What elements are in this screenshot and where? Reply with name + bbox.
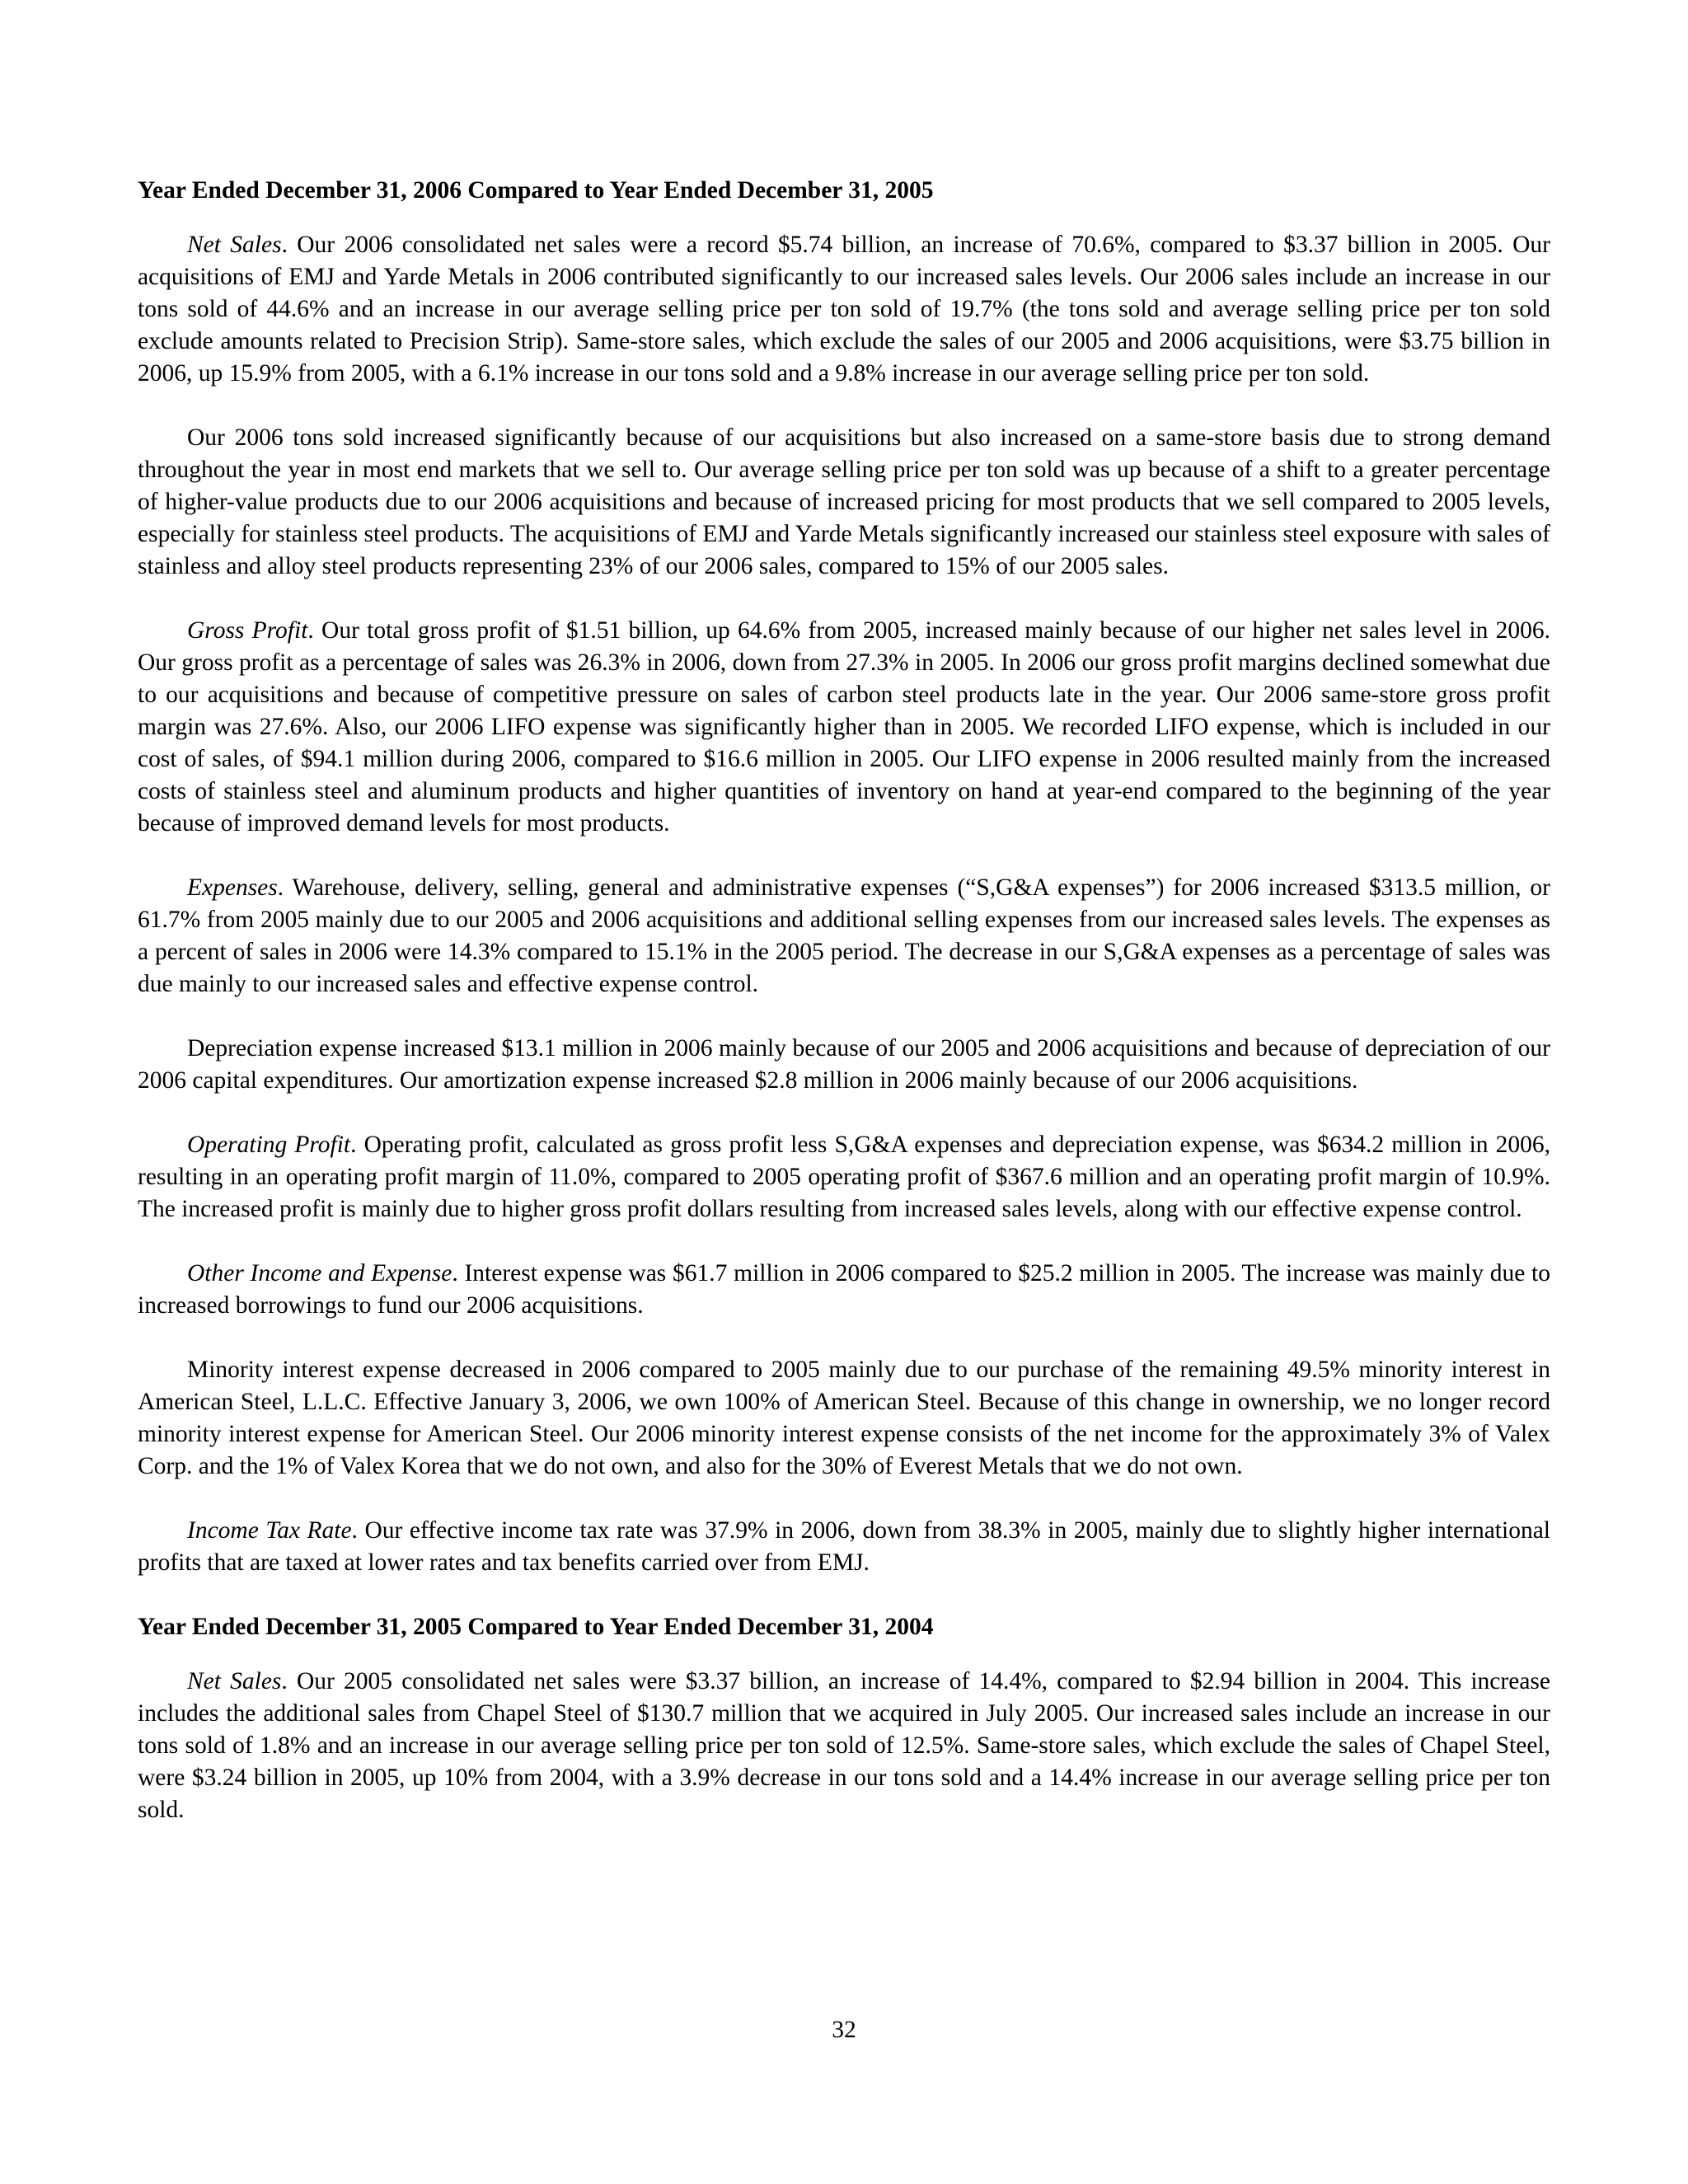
- lead-net-sales-2006: Net Sales: [187, 232, 282, 258]
- paragraph-tons-sold-2006: Our 2006 tons sold increased significantly because of our acquisitions but also increased on a same-store basis due to strong demand throughout the year in most end markets that we sell to. Our average selling price per ton sold was up because of a shift to a greater percentage of higher-value products due to our 2006 acquisitions and because of increased pricing for most products that we sell compared to 2005 levels, especially for stainless steel products. The acquisitions of EMJ and Yarde Metals significantly increased our stainless steel exposure with sales of stainless and alloy steel products representing 23% of our 2006 sales, compared to 15% of our 2005 sales.: [138, 424, 1550, 579]
- section-heading-2006: Year Ended December 31, 2006 Compared to Year Ended December 31, 2005: [138, 177, 934, 204]
- text-net-sales-2005: . Our 2005 consolidated net sales were $3.37 billion, an increase of 14.4%, compared to $2.94 billion in 2004. This increase includes the additional sales from Chapel Steel of $130.7 million that we acquired in July 2005. Our increased sales include an increase in our tons sold of 1.8% and an increase in our average selling price per ton sold of 12.5%. Same-store sales, which exclude the sales of Chapel Steel, were $3.24 billion in 2005, up 10% from 2004, with a 3.9% decrease in our tons sold and a 14.4% increase in our average selling price per ton sold.: [138, 1668, 1550, 1823]
- section-heading-2005: Year Ended December 31, 2005 Compared to Year Ended December 31, 2004: [138, 1614, 934, 1640]
- paragraph-minority-interest-2006: Minority interest expense decreased in 2006 compared to 2005 mainly due to our purchase of the remaining 49.5% minority interest in American Steel, L.L.C. Effective January 3, 2006, we own 100% of American Steel. Because of this change in ownership, we no longer record minority interest expense for American Steel. Our 2006 minority interest expense consists of the net income for the approximately 3% of Valex Corp. and the 1% of Valex Korea that we do not own, and also for the 30% of Everest Metals that we do not own.: [138, 1357, 1550, 1479]
- paragraph-depreciation-2006: Depreciation expense increased $13.1 million in 2006 mainly because of our 2005 and 2006 acquisitions and because of depreciation of our 2006 capital expenditures. Our amortization expense increased $2.8 million in 2006 mainly because of our 2006 acquisitions.: [138, 1035, 1550, 1094]
- page-number: 32: [832, 2017, 856, 2043]
- paragraph-expenses-2006: [138, 872, 1550, 1001]
- lead-other-income-2006: Other Income and Expense: [187, 1260, 452, 1286]
- lead-expenses-2006: Expenses: [187, 874, 278, 901]
- paragraph-net-sales-2006: [138, 229, 1550, 390]
- lead-operating-profit-2006: Operating Profit: [187, 1132, 351, 1158]
- document-page: [138, 175, 1550, 1826]
- paragraph-operating-profit-2006: [138, 1129, 1550, 1226]
- lead-gross-profit-2006: Gross Profit: [187, 617, 308, 644]
- paragraph-net-sales-2005: [138, 1666, 1550, 1826]
- paragraph-income-tax-2006: [138, 1515, 1550, 1579]
- text-expenses-2006: . Warehouse, delivery, selling, general and administrative expenses (“S,G&A expenses”) for 2006 increased $313.5 million, or 61.7% from 2005 mainly due to our 2005 and 2006 acquisitions and additional selling expenses from our increased sales levels. The expenses as a percent of sales in 2006 were 14.3% compared to 15.1% in the 2005 period. The decrease in our S,G&A expenses as a percentage of sales was due mainly to our increased sales and effective expense control.: [138, 874, 1550, 997]
- text-gross-profit-2006: . Our total gross profit of $1.51 billion, up 64.6% from 2005, increased mainly because of our higher net sales level in 2006. Our gross profit as a percentage of sales was 26.3% in 2006, down from 27.3% in 2005. In 2006 our gross profit margins declined somewhat due to our acquisitions and because of competitive pressure on sales of carbon steel products late in the year. Our 2006 same-store gross profit margin was 27.6%. Also, our 2006 LIFO expense was significantly higher than in 2005. We recorded LIFO expense, which is included in our cost of sales, of $94.1 million during 2006, compared to $16.6 million in 2005. Our LIFO expense in 2006 resulted mainly from the increased costs of stainless steel and aluminum products and higher quantities of inventory on hand at year-end compared to the beginning of the year because of improved demand levels for most products.: [138, 617, 1550, 837]
- lead-net-sales-2005: Net Sales: [187, 1668, 282, 1694]
- text-operating-profit-2006: . Operating profit, calculated as gross profit less S,G&A expenses and depreciation expense, was $634.2 million in 2006, resulting in an operating profit margin of 11.0%, compared to 2005 operating profit of $367.6 million and an operating profit margin of 10.9%. The increased profit is mainly due to higher gross profit dollars resulting from increased sales levels, along with our effective expense control.: [138, 1132, 1551, 1222]
- paragraph-other-income-2006: [138, 1258, 1550, 1322]
- paragraph-gross-profit-2006: [138, 615, 1550, 840]
- text-other-income-2006: . Interest expense was $61.7 million in 2006 compared to $25.2 million in 2005. The increase was mainly due to increased borrowings to fund our 2006 acquisitions.: [138, 1260, 1551, 1319]
- lead-income-tax-2006: Income Tax Rate: [187, 1517, 352, 1544]
- text-income-tax-2006: . Our effective income tax rate was 37.9% in 2006, down from 38.3% in 2005, mainly due to slightly higher international profits that are taxed at lower rates and tax benefits carried over from EMJ.: [138, 1517, 1550, 1576]
- text-net-sales-2006: . Our 2006 consolidated net sales were a record $5.74 billion, an increase of 70.6%, compared to $3.37 billion in 2005. Our acquisitions of EMJ and Yarde Metals in 2006 contributed significantly to our increased sales levels. Our 2006 sales include an increase in our tons sold of 44.6% and an increase in our average selling price per ton sold of 19.7% (the tons sold and average selling price per ton sold exclude amounts related to Precision Strip). Same-store sales, which exclude the sales of our 2005 and 2006 acquisitions, were $3.75 billion in 2006, up 15.9% from 2005, with a 6.1% increase in our tons sold and a 9.8% increase in our average selling price per ton sold.: [138, 232, 1550, 387]
